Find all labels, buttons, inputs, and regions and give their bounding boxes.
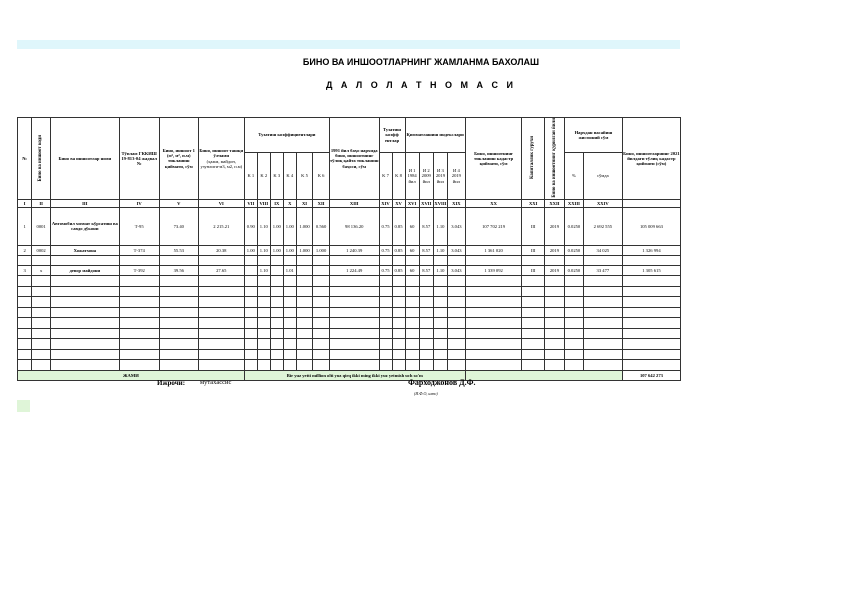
row-capital: III — [522, 266, 544, 276]
executor-role: мутахассис — [200, 379, 232, 386]
row-cadastre: 1 361 020 — [465, 245, 522, 255]
roman-cell: XXII — [544, 199, 564, 207]
row-unit-value: 55.53 — [159, 245, 198, 255]
total-row — [18, 370, 681, 380]
roman-cell: XVII — [421, 200, 432, 206]
table-row — [18, 207, 681, 245]
coef2-group-header: Тузатиш коэфф ентлар — [379, 118, 405, 153]
row-k1: 0.90 — [244, 207, 257, 245]
index-i4: И 4 2019 йил — [448, 153, 466, 200]
coef-k8: K 8 — [392, 153, 405, 200]
green-marker — [17, 400, 30, 412]
table-row — [18, 318, 681, 329]
row-k5: 1.000 — [296, 207, 313, 245]
row-unit-value: 39.56 — [159, 266, 198, 276]
row-volume: 20.38 — [198, 245, 244, 255]
coef-k3: K 3 — [270, 153, 283, 200]
index-i1: И 1 1984 йил — [405, 153, 419, 200]
roman-cell: XIX — [448, 199, 466, 207]
table-row — [18, 266, 681, 276]
row-capital: III — [522, 207, 544, 245]
row-i4: 3.043 — [448, 266, 466, 276]
executor-label: Ижрочи: — [157, 379, 186, 387]
index-i3: И 3 2019 йил — [433, 153, 447, 200]
roman-cell: XVI — [405, 199, 419, 207]
roman-cell: XV — [392, 199, 405, 207]
wear-sum-header: сўмда — [583, 153, 622, 200]
roman-cell: IV — [119, 199, 159, 207]
coef-k6: K 6 — [313, 153, 330, 200]
col-cadastre-header: Бино, иншоотнинг тикланиш кадастр қиймати, сўм — [465, 118, 522, 200]
roman-cell: XXIII — [564, 199, 583, 207]
row-k2: 1.10 — [257, 245, 270, 255]
row-i3: 1.10 — [433, 245, 447, 255]
col-capital-header: Капиталлик гурухи — [522, 118, 544, 200]
row-year: 2019 — [544, 266, 564, 276]
roman-cell: XIV — [379, 199, 392, 207]
col-volume-header: Бино, иншоот ташқи ўлчами (ҳажм, майдон, узунлиги-м3, м2, п.м) — [198, 118, 244, 200]
row-k1: 1.00 — [244, 245, 257, 255]
row-i4: 3.043 — [448, 207, 466, 245]
coef-k2: K 2 — [257, 153, 270, 200]
roman-cell: III — [51, 199, 120, 207]
row-k8: 0.85 — [392, 266, 405, 276]
table-row — [18, 286, 681, 297]
col-final-header: Бино, иншоотларнинг 2021 йилдаги тўлиқ кадастр қиймати (сўм) — [622, 118, 680, 200]
row-final: 1 326 994 — [622, 245, 680, 255]
roman-cell: VIII — [257, 199, 270, 207]
table-row — [18, 245, 681, 255]
coef-k1: K 1 — [244, 153, 257, 200]
row-volume: 2 215.21 — [198, 207, 244, 245]
row-final: 1 305 615 — [622, 266, 680, 276]
row-i2: 8.57 — [419, 207, 433, 245]
roman-cell: II — [32, 199, 51, 207]
total-value: 107 642 273 — [622, 370, 680, 380]
row-i2: 8.57 — [419, 245, 433, 255]
roman-cell: XXIV — [583, 199, 622, 207]
row-number: 3 — [18, 266, 32, 276]
table-row — [18, 349, 681, 360]
table-row — [18, 360, 681, 371]
row-wear-pct: 0.0250 — [564, 245, 583, 255]
table-row — [18, 276, 681, 287]
coef-k7: K 7 — [379, 153, 392, 200]
row-year: 2019 — [544, 207, 564, 245]
row-i1: 60 — [405, 207, 419, 245]
row-wear-sum: 33 477 — [583, 266, 622, 276]
roman-cell: I — [18, 199, 32, 207]
row-tuzilma: Т-374 — [119, 245, 159, 255]
top-highlight-bar — [17, 40, 680, 49]
col-unit-value-header: Бино, иншоот 1 (м³, м², п.м) тикланиш қиймати, сўм — [159, 118, 198, 200]
row-k6: 1.000 — [313, 245, 330, 255]
table-row — [18, 339, 681, 350]
row-wear-pct: 0.0250 — [564, 266, 583, 276]
row-i1: 60 — [405, 266, 419, 276]
row-i2: 8.57 — [419, 266, 433, 276]
row-i3: 1.10 — [433, 266, 447, 276]
col-name-header: Бино ва иншоотлар номи — [51, 118, 120, 200]
table-row — [18, 307, 681, 318]
row-wear-sum: 34 025 — [583, 245, 622, 255]
roman-cell: VII — [244, 199, 257, 207]
roman-cell: VI — [198, 199, 244, 207]
index-i2: И 2 2009 йил — [419, 153, 433, 200]
document-title: БИНО ВА ИНШООТЛАРНИНГ ЖАМЛАНМА БАХОЛАШ — [302, 57, 540, 67]
roman-cell: V — [159, 199, 198, 207]
row-code: 0001 — [32, 207, 51, 245]
row-unit-value: 73.40 — [159, 207, 198, 245]
roman-cell: XI — [296, 199, 313, 207]
roman-numeral-row — [18, 199, 681, 207]
coef-k4: K 4 — [283, 153, 296, 200]
col-code-header: Бино ва иншоот коди — [32, 118, 51, 200]
col-1991-header: 1991 йил баҳо нархида бино, иншоотнинг тўлиқ қайта тикланиш баҳоси, сўм — [329, 118, 379, 200]
coef-k5: K 5 — [296, 153, 313, 200]
wear-pct-header: % — [564, 153, 583, 200]
row-tuzilma: Т-392 — [119, 266, 159, 276]
row-k2: 1.10 — [257, 266, 270, 276]
row-wear-pct: 0.0250 — [564, 207, 583, 245]
row-name: Автомобил хизмат кўрсатиш ва савдо дўкони — [51, 207, 120, 245]
row-k8: 0.85 — [392, 245, 405, 255]
wear-group-header: Нархдан пасайиш жисмоний сўм — [564, 118, 622, 153]
row-k8: 0.85 — [392, 207, 405, 245]
coef-group-header: Тузатиш коэффициентлари — [244, 118, 329, 153]
row-cadastre: 107 702 219 — [465, 207, 522, 245]
row-code: 0002 — [32, 245, 51, 255]
row-k2: 1.10 — [257, 207, 270, 245]
row-capital: III — [522, 245, 544, 255]
row-k6: 0.560 — [313, 207, 330, 245]
row-year: 2019 — [544, 245, 564, 255]
col-year-header: Бино ва иншоотнинг қурилган йили — [544, 118, 564, 200]
row-tuzilma: Т-95 — [119, 207, 159, 245]
col-tuzilma-header: Тўплам ГККИШ 19-813-04 жадвал № — [119, 118, 159, 200]
roman-cell: X — [283, 199, 296, 207]
row-k6 — [313, 266, 330, 276]
col-number-header: № — [18, 118, 32, 200]
roman-cell: XXI — [522, 199, 544, 207]
executor-name: Фарходжонов Д.Ф. — [408, 378, 476, 387]
roman-cell: XIII — [329, 199, 379, 207]
total-label: ЖАМИ — [18, 370, 245, 380]
row-cadastre: 1 339 092 — [465, 266, 522, 276]
row-wear-sum: 2 692 555 — [583, 207, 622, 245]
row-i1: 60 — [405, 245, 419, 255]
row-k7: 0.75 — [379, 245, 392, 255]
row-k3: 1.00 — [270, 207, 283, 245]
valuation-table — [17, 117, 681, 381]
roman-cell: XVIII — [434, 200, 447, 206]
table-row — [18, 255, 681, 266]
row-k3 — [270, 266, 283, 276]
row-base1991: 1 224.49 — [329, 266, 379, 276]
roman-cell: IX — [270, 199, 283, 207]
row-k7: 0.75 — [379, 266, 392, 276]
row-name: Хожатхона — [51, 245, 120, 255]
row-k5 — [296, 266, 313, 276]
row-number: 2 — [18, 245, 32, 255]
row-k3: 1.00 — [270, 245, 283, 255]
row-k7: 0.75 — [379, 207, 392, 245]
table-row — [18, 297, 681, 308]
row-k4: 1.01 — [283, 266, 296, 276]
index-group-header: Қимматлашиш индекслари — [405, 118, 465, 153]
row-base1991: 98 136.20 — [329, 207, 379, 245]
total-in-words: Bir yuz yetti million olti yuz qirq ikki ming ikki yuz yetmish uch so'm — [244, 370, 465, 380]
executor-signature-note: (И.Ф.О, имзо) — [414, 391, 438, 396]
table-row — [18, 328, 681, 339]
row-base1991: 1 240.39 — [329, 245, 379, 255]
row-number: 1 — [18, 207, 32, 245]
row-k4: 1.00 — [283, 207, 296, 245]
row-final: 105 009 663 — [622, 207, 680, 245]
row-name: девор майдони — [51, 266, 120, 276]
row-i4: 3.043 — [448, 245, 466, 255]
row-k5: 1.000 — [296, 245, 313, 255]
row-i3: 1.10 — [433, 207, 447, 245]
row-k4: 1.00 — [283, 245, 296, 255]
document-subtitle: Д А Л О Л А Т Н О М А С И — [325, 80, 516, 90]
row-k1 — [244, 266, 257, 276]
roman-cell: XX — [465, 199, 522, 207]
row-volume: 27.65 — [198, 266, 244, 276]
roman-cell: XII — [313, 199, 330, 207]
roman-cell — [622, 199, 680, 207]
row-code: x — [32, 266, 51, 276]
total-spacer — [465, 370, 622, 380]
